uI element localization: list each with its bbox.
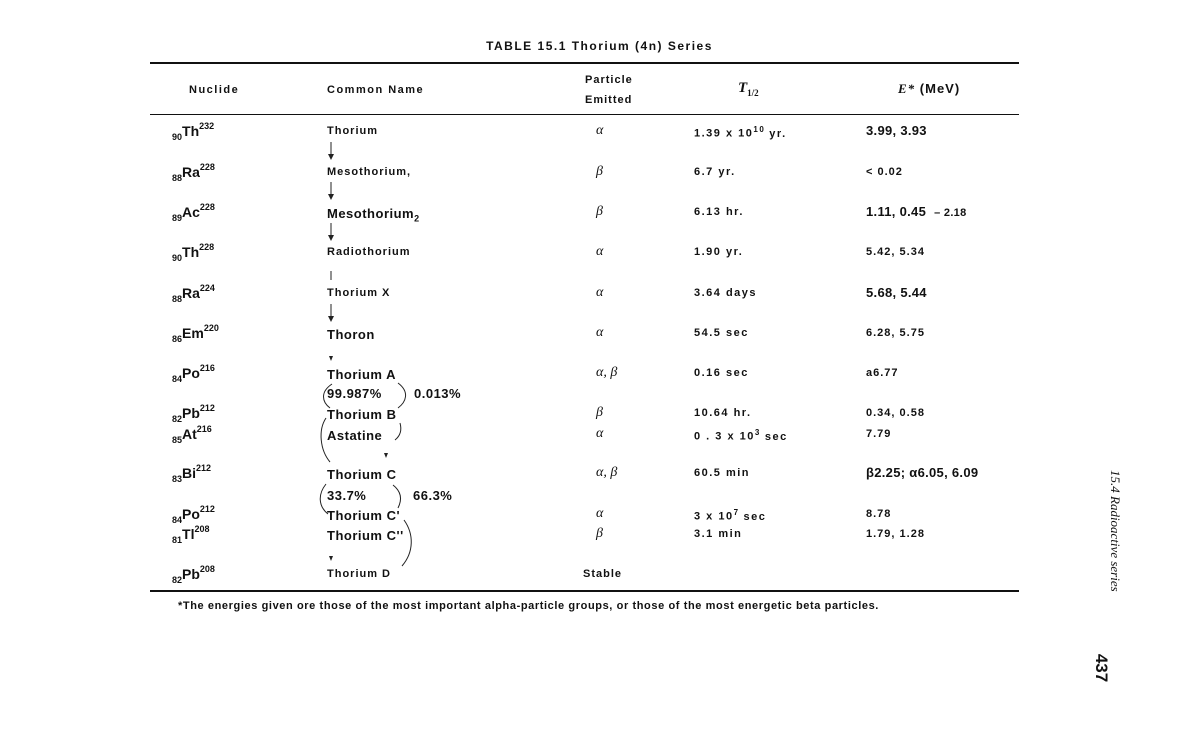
atomic-number: 82 — [172, 414, 183, 424]
particle-cell: α, β — [596, 465, 618, 480]
energy-value: 0.34, 0.58 — [866, 407, 925, 419]
half-life-value: 0 . 3 x 10 — [694, 430, 755, 443]
header-common-name: Common Name — [327, 84, 425, 96]
energy-value: 3.99, 3.93 — [866, 123, 927, 138]
particle-cell: α — [596, 506, 604, 521]
energy-value: 8.78 — [866, 508, 892, 520]
half-life-value: 3.1 min — [694, 528, 743, 540]
common-name-subscript: 2 — [414, 213, 420, 224]
energy-value: β2.25; α6.05, 6.09 — [866, 465, 979, 480]
half-life-unit: sec — [764, 430, 788, 443]
atomic-number: 81 — [172, 535, 183, 545]
element-symbol: Ra — [182, 285, 200, 301]
half-life-exponent: 3 — [754, 428, 761, 437]
element-symbol: At — [182, 426, 197, 442]
header-particle-line2: Emitted — [585, 94, 633, 106]
atomic-number: 86 — [172, 334, 183, 344]
energy-value: 1.11, 0.45 — [866, 204, 927, 219]
element-symbol: Em — [182, 325, 204, 341]
energy-value: a6.77 — [866, 367, 899, 379]
common-name: Mesothorium, — [327, 166, 412, 178]
mass-number: 228 — [199, 242, 215, 252]
half-life-value: 10.64 hr. — [694, 407, 752, 419]
common-name: Thorium X — [327, 287, 391, 299]
energy-unit: (MeV) — [919, 81, 961, 96]
half-life-exponent: 10 — [753, 125, 766, 134]
half-life-unit: sec — [743, 510, 767, 523]
element-symbol: Pb — [182, 566, 200, 582]
common-name: Astatine — [327, 428, 383, 443]
common-name: Thorium D — [327, 568, 391, 580]
mass-number: 216 — [199, 363, 215, 373]
atomic-number: 90 — [172, 253, 183, 263]
element-symbol: Pb — [182, 405, 200, 421]
common-name: Mesothorium — [327, 206, 415, 221]
mass-number: 224 — [199, 283, 215, 293]
mass-number: 212 — [199, 403, 215, 413]
element-symbol: Ra — [182, 164, 200, 180]
common-name: Thorium C' — [327, 508, 401, 523]
half-life-value: 3 x 10 — [694, 510, 734, 523]
energy-value: 5.42, 5.34 — [866, 246, 925, 258]
atomic-number: 84 — [172, 374, 183, 384]
table-caption: TABLE 15.1 Thorium (4n) Series — [486, 39, 713, 53]
atomic-number: 85 — [172, 435, 183, 445]
mass-number: 232 — [199, 121, 215, 131]
half-life-value: 6.13 hr. — [694, 206, 744, 218]
branch-thorium-a-left: 99.987% — [327, 386, 382, 401]
half-life-value: 3.64 days — [694, 287, 758, 299]
branch-thorium-a-right: 0.013% — [414, 386, 462, 401]
common-name: Thorium B — [327, 407, 397, 422]
particle-cell: α, β — [596, 365, 618, 380]
header-particle-line1: Particle — [585, 74, 633, 86]
particle-cell: α — [596, 123, 604, 138]
branch-thorium-c-left: 33.7% — [327, 488, 367, 503]
particle-cell: β — [596, 164, 603, 179]
element-symbol: Po — [182, 506, 200, 522]
footnote: *The energies given ore those of the most important alpha-particle groups, or those of the most energetic beta particles. — [178, 600, 879, 612]
atomic-number: 88 — [172, 173, 183, 183]
common-name: Thorium C — [327, 467, 397, 482]
half-life-value: 0.16 sec — [694, 367, 749, 379]
particle-cell: α — [596, 244, 604, 259]
half-life-value: 60.5 min — [694, 467, 751, 479]
common-name: Thoron — [327, 327, 375, 342]
running-head — [1093, 470, 1123, 670]
header-nuclide: Nuclide — [189, 84, 240, 96]
common-name: Radiothorium — [327, 246, 411, 258]
energy-value: < 0.02 — [866, 166, 903, 178]
half-life-value: 54.5 sec — [694, 327, 749, 339]
common-name: Thorium — [327, 125, 378, 137]
atomic-number: 84 — [172, 515, 183, 525]
mass-number: 216 — [196, 424, 212, 434]
element-symbol: Tl — [182, 526, 195, 542]
common-name: Thorium C'' — [327, 528, 404, 543]
energy-tail: – 2.18 — [934, 207, 967, 219]
mass-number: 208 — [199, 564, 215, 574]
mass-number: 220 — [203, 323, 219, 333]
energy-value: 1.79, 1.28 — [866, 528, 925, 540]
particle-cell: Stable — [583, 568, 623, 580]
energy-symbol: E* — [898, 81, 916, 96]
mass-number: 208 — [194, 524, 210, 534]
running-head-text: 15.4 Radioactive series — [1108, 470, 1123, 592]
atomic-number: 88 — [172, 294, 183, 304]
half-life-unit: yr. — [769, 127, 787, 140]
energy-value: 7.79 — [866, 428, 892, 440]
page-number-text: 437 — [1092, 653, 1112, 683]
common-name: Thorium A — [327, 367, 397, 382]
particle-cell: β — [596, 526, 603, 541]
half-life-value: 1.90 yr. — [694, 246, 744, 258]
particle-cell: α — [596, 426, 604, 441]
mass-number: 212 — [196, 463, 212, 473]
atomic-number: 83 — [172, 474, 183, 484]
mass-number: 212 — [199, 504, 215, 514]
particle-cell: α — [596, 325, 604, 340]
half-life-subscript: 1/2 — [747, 88, 759, 98]
half-life-exponent: 7 — [733, 508, 740, 517]
half-life-value: 1.39 x 10 — [694, 127, 754, 140]
atomic-number: 89 — [172, 213, 183, 223]
branch-thorium-c-right: 66.3% — [413, 488, 453, 503]
atomic-number: 90 — [172, 132, 183, 142]
particle-cell: α — [596, 285, 604, 300]
mass-number: 228 — [199, 162, 215, 172]
particle-cell: β — [596, 204, 603, 219]
energy-value: 5.68, 5.44 — [866, 285, 927, 300]
element-symbol: Th — [182, 244, 200, 260]
particle-cell: β — [596, 405, 603, 420]
energy-value: 6.28, 5.75 — [866, 327, 925, 339]
element-symbol: Po — [182, 365, 200, 381]
half-life-value: 6.7 yr. — [694, 166, 736, 178]
element-symbol: Th — [182, 123, 200, 139]
atomic-number: 82 — [172, 575, 183, 585]
mass-number: 228 — [199, 202, 215, 212]
element-symbol: Bi — [182, 465, 197, 481]
half-life-symbol: T — [738, 80, 748, 96]
element-symbol: Ac — [182, 204, 200, 220]
page-number — [1092, 648, 1125, 688]
